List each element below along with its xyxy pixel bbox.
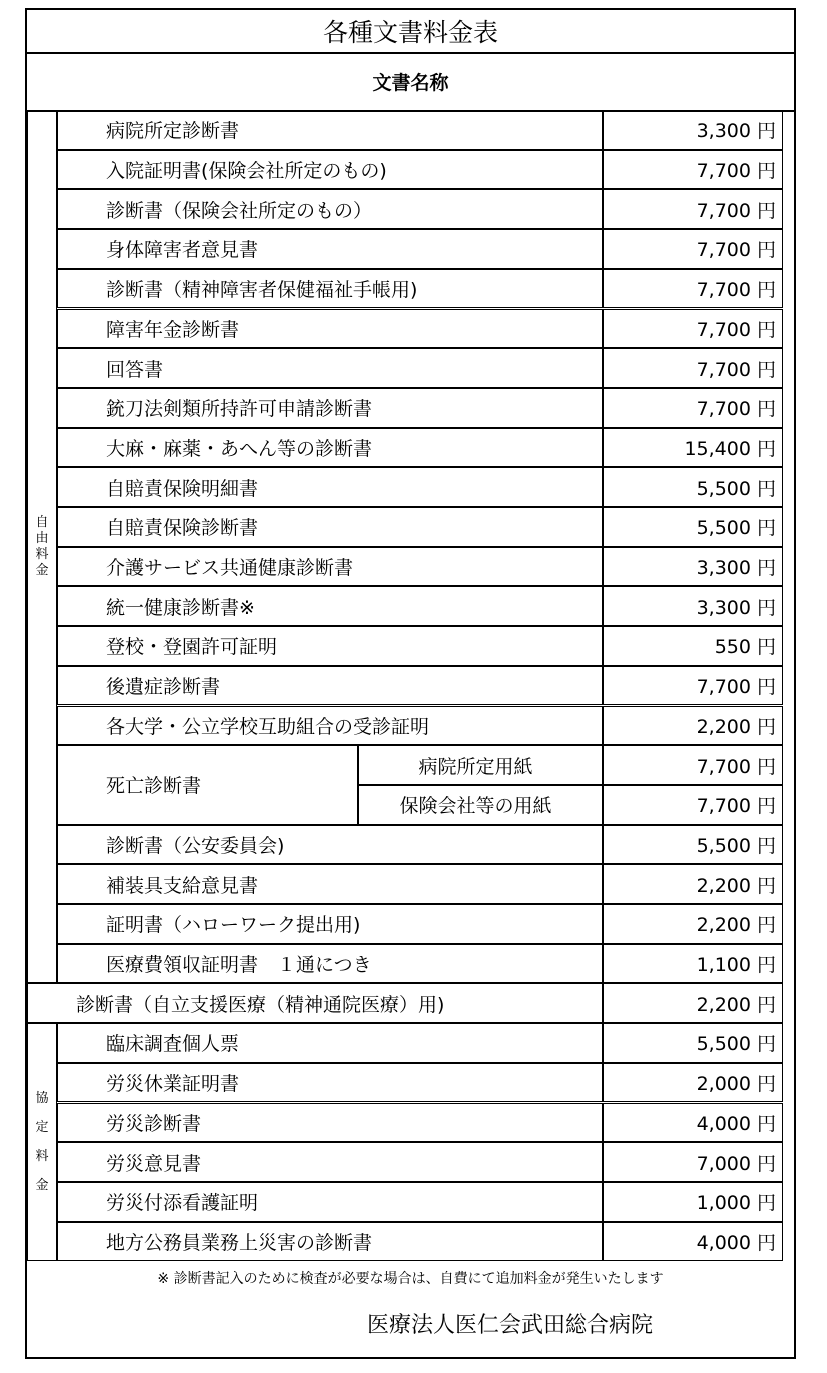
column-header: 文書名称 [27,52,794,112]
group-label-char: 由 [35,530,49,546]
document-price: 7,700 円 [603,189,783,229]
group-label-char: 料 [35,546,49,562]
free-fee-group-label [27,110,57,983]
document-price: 2,200 円 [603,904,783,944]
document-name: 診断書（保険会社所定のもの） [57,189,603,229]
group-label-char: 料 [35,1149,49,1165]
document-name: 大麻・麻薬・あへん等の診断書 [57,428,603,468]
document-name: 病院所定診断書 [57,110,603,150]
document-price: 7,700 円 [603,666,783,706]
document-name: 障害年金診断書 [57,309,603,349]
group-label-char: 協 [35,1091,49,1107]
document-price: 4,000 円 [603,1103,783,1143]
document-name: 労災付添看護証明 [57,1182,603,1222]
document-name: 後遺症診断書 [57,666,603,706]
document-name: 銃刀法剣類所持許可申請診断書 [57,388,603,428]
document-price: 3,300 円 [603,110,783,150]
document-price: 2,200 円 [603,864,783,904]
document-price: 1,100 円 [603,944,783,984]
document-name: 補装具支給意見書 [57,864,603,904]
group-label-char: 金 [35,1178,49,1194]
document-subtype: 病院所定用紙 [358,745,603,785]
document-name: 自賠責保険明細書 [57,467,603,507]
document-name: 介護サービス共通健康診断書 [57,547,603,587]
group-label-char: 自 [35,514,49,530]
footnote: ※ 診断書記入のために検査が必要な場合は、自費にて追加料金が発生いたします [157,1271,664,1287]
document-name: 統一健康診断書※ [57,586,603,626]
document-name: 回答書 [57,348,603,388]
group-label-char: 定 [35,1120,49,1136]
document-name: 登校・登園許可証明 [57,626,603,666]
document-price: 5,500 円 [603,467,783,507]
document-name: 各大学・公立学校互助組合の受診証明 [57,706,603,746]
agreed-fee-group-label [27,1023,57,1261]
document-name: 労災意見書 [57,1142,603,1182]
document-price: 7,700 円 [603,745,783,785]
document-subtype: 保険会社等の用紙 [358,785,603,825]
document-price: 2,000 円 [603,1063,783,1103]
hospital-name: 医療法人医仁会武田総合病院 [367,1313,654,1338]
document-price: 550 円 [603,626,783,666]
fee-table-sheet [25,8,796,1359]
document-price: 7,000 円 [603,1142,783,1182]
document-price: 7,700 円 [603,785,783,825]
document-name: 労災診断書 [57,1103,603,1143]
document-price: 1,000 円 [603,1182,783,1222]
document-price: 7,700 円 [603,388,783,428]
document-name: 地方公務員業務上災害の診断書 [57,1222,603,1262]
document-price: 5,500 円 [603,825,783,865]
document-price: 3,300 円 [603,586,783,626]
document-price: 7,700 円 [603,150,783,190]
document-price: 5,500 円 [603,1023,783,1063]
document-name: 証明書（ハローワーク提出用) [57,904,603,944]
document-name: 身体障害者意見書 [57,229,603,269]
document-name: 診断書（公安委員会) [57,825,603,865]
page-title: 各種文書料金表 [27,10,794,54]
document-name: 診断書（自立支援医療（精神通院医療）用) [27,983,603,1023]
document-price: 7,700 円 [603,348,783,388]
document-name: 診断書（精神障害者保健福祉手帳用) [57,269,603,309]
document-name: 医療費領収証明書 １通につき [57,944,603,984]
document-price: 7,700 円 [603,269,783,309]
document-price: 4,000 円 [603,1222,783,1262]
document-name: 自賠責保険診断書 [57,507,603,547]
group-label-char: 金 [35,562,49,578]
document-price: 2,200 円 [603,706,783,746]
document-price: 2,200 円 [603,983,783,1023]
document-price: 5,500 円 [603,507,783,547]
document-price: 3,300 円 [603,547,783,587]
document-name: 臨床調査個人票 [57,1023,603,1063]
document-name: 死亡診断書 [57,745,358,824]
document-price: 7,700 円 [603,229,783,269]
document-name: 労災休業証明書 [57,1063,603,1103]
document-price: 7,700 円 [603,309,783,349]
document-name: 入院証明書(保険会社所定のもの) [57,150,603,190]
document-price: 15,400 円 [603,428,783,468]
